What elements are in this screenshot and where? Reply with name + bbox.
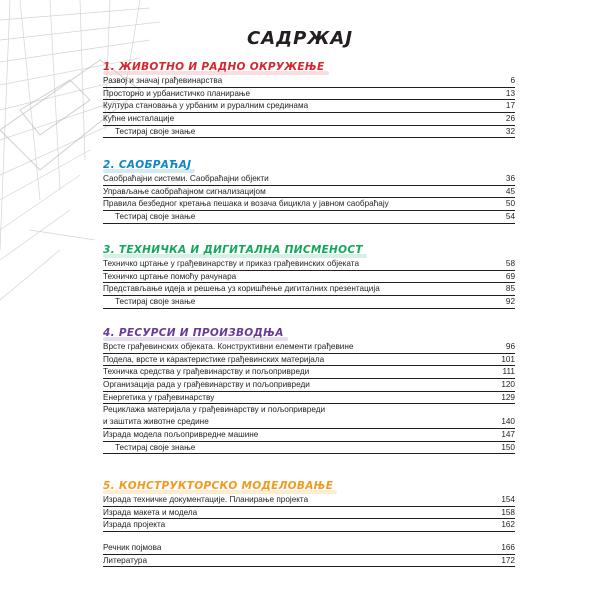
page-number: 26 xyxy=(505,114,515,124)
page-number: 32 xyxy=(505,126,515,136)
page-number: 50 xyxy=(505,199,515,209)
toc-entry-test[interactable]: Тестирај своје знање 92 xyxy=(103,296,515,309)
page-number: 85 xyxy=(505,284,515,294)
page-number: 58 xyxy=(505,259,515,268)
toc-entry[interactable]: Култура становања у урбаним и руралним срединама 17 xyxy=(103,100,515,113)
page-number: 150 xyxy=(501,442,515,452)
toc-entry[interactable]: Представљање идеја и решења уз коришћење дигиталних презентација 85 xyxy=(103,283,515,296)
toc-entry[interactable]: Енергетика у грађевинарству 129 xyxy=(103,392,515,405)
toc-entry-glossary[interactable]: Речник појмова 166 xyxy=(103,542,515,555)
toc-entry[interactable]: Израда пројекта 162 xyxy=(103,519,515,532)
toc-entry-test[interactable]: Тестирај своје знање 150 xyxy=(103,442,515,455)
page-number: 6 xyxy=(510,76,515,85)
toc-entry[interactable]: Правила безбедног кретања пешака и возача бицикла у јавном саобраћају 50 xyxy=(103,198,515,211)
page-number: 172 xyxy=(501,555,515,565)
toc-entry[interactable]: Управљање саобраћајном сигнализацијом 45 xyxy=(103,186,515,199)
section-4 xyxy=(103,323,515,454)
page-number: 13 xyxy=(505,88,515,98)
section-5 xyxy=(103,476,515,532)
page-number: 129 xyxy=(501,392,515,402)
toc-entry[interactable]: Рециклажа материјала у грађевинарству и пољопривреди и заштита животне средине 140 xyxy=(103,404,515,428)
toc-entry[interactable]: Кућне инсталације 26 xyxy=(103,113,515,126)
toc-entry[interactable]: Организација рада у грађевинарству и пољопривреди 120 xyxy=(103,379,515,392)
page-number: 36 xyxy=(505,174,515,183)
page-number: 92 xyxy=(505,297,515,307)
page-number: 120 xyxy=(501,380,515,390)
toc-entry[interactable]: Израда модела пољопривредне машине 147 xyxy=(103,429,515,442)
toc-entry-literature[interactable]: Литература 172 xyxy=(103,555,515,568)
page-number: 140 xyxy=(501,417,515,427)
back-matter xyxy=(103,542,515,567)
toc-entry[interactable]: Врсте грађевинских објеката. Конструктивни елементи грађевине 96 xyxy=(103,341,515,354)
section-heading: 3. ТЕХНИЧКА И ДИГИТАЛНА ПИСМЕНОСТ xyxy=(103,242,363,258)
section-heading: 1. ЖИВОТНО И РАДНО ОКРУЖЕЊЕ xyxy=(103,59,325,75)
toc-entry[interactable]: Техничка средства у грађевинарству и пољопривреди 111 xyxy=(103,366,515,379)
page-number: 111 xyxy=(502,367,515,377)
page-number: 158 xyxy=(501,507,515,517)
toc-entry[interactable]: Израда макета и модела 158 xyxy=(103,507,515,520)
section-3 xyxy=(103,240,515,309)
toc-entry[interactable]: Подела, врсте и карактеристике грађевинских материјала 101 xyxy=(103,354,515,367)
toc-entry[interactable]: Израда техничке документације. Планирање пројекта 154 xyxy=(103,494,515,507)
page-number: 162 xyxy=(501,520,515,530)
page-number: 54 xyxy=(505,212,515,222)
page-number: 166 xyxy=(501,543,515,552)
page-number: 45 xyxy=(505,186,515,196)
page-number: 147 xyxy=(501,429,515,439)
toc-title: САДРЖАЈ xyxy=(246,28,354,49)
toc-entry[interactable]: Просторно и урбанистичко планирање 13 xyxy=(103,88,515,101)
toc-entry[interactable]: Саобраћајни системи. Саобраћајни објекти 36 xyxy=(103,173,515,186)
page-number: 154 xyxy=(501,495,515,504)
section-1 xyxy=(103,57,515,138)
toc-entry[interactable]: Развој и значај грађевинарства 6 xyxy=(103,75,515,88)
page-number: 17 xyxy=(505,101,515,111)
toc-entry-test[interactable]: Тестирај своје знање 54 xyxy=(103,211,515,224)
section-2 xyxy=(103,155,515,224)
toc-entry[interactable]: Техничко цртање у грађевинарству и приказ грађевинских објеката 58 xyxy=(103,258,515,271)
section-heading: 2. САОБРАЋАЈ xyxy=(103,157,191,173)
toc-entry-test[interactable]: Тестирај своје знање 32 xyxy=(103,126,515,139)
page-number: 101 xyxy=(501,354,515,364)
section-heading: 5. КОНСТРУКТОРСКО МОДЕЛОВАЊЕ xyxy=(103,478,333,494)
page-number: 69 xyxy=(505,271,515,281)
toc-entry[interactable]: Техничко цртање помоћу рачунара 69 xyxy=(103,271,515,284)
section-heading: 4. РЕСУРСИ И ПРОИЗВОДЊА xyxy=(103,325,284,341)
page-number: 96 xyxy=(505,342,515,351)
